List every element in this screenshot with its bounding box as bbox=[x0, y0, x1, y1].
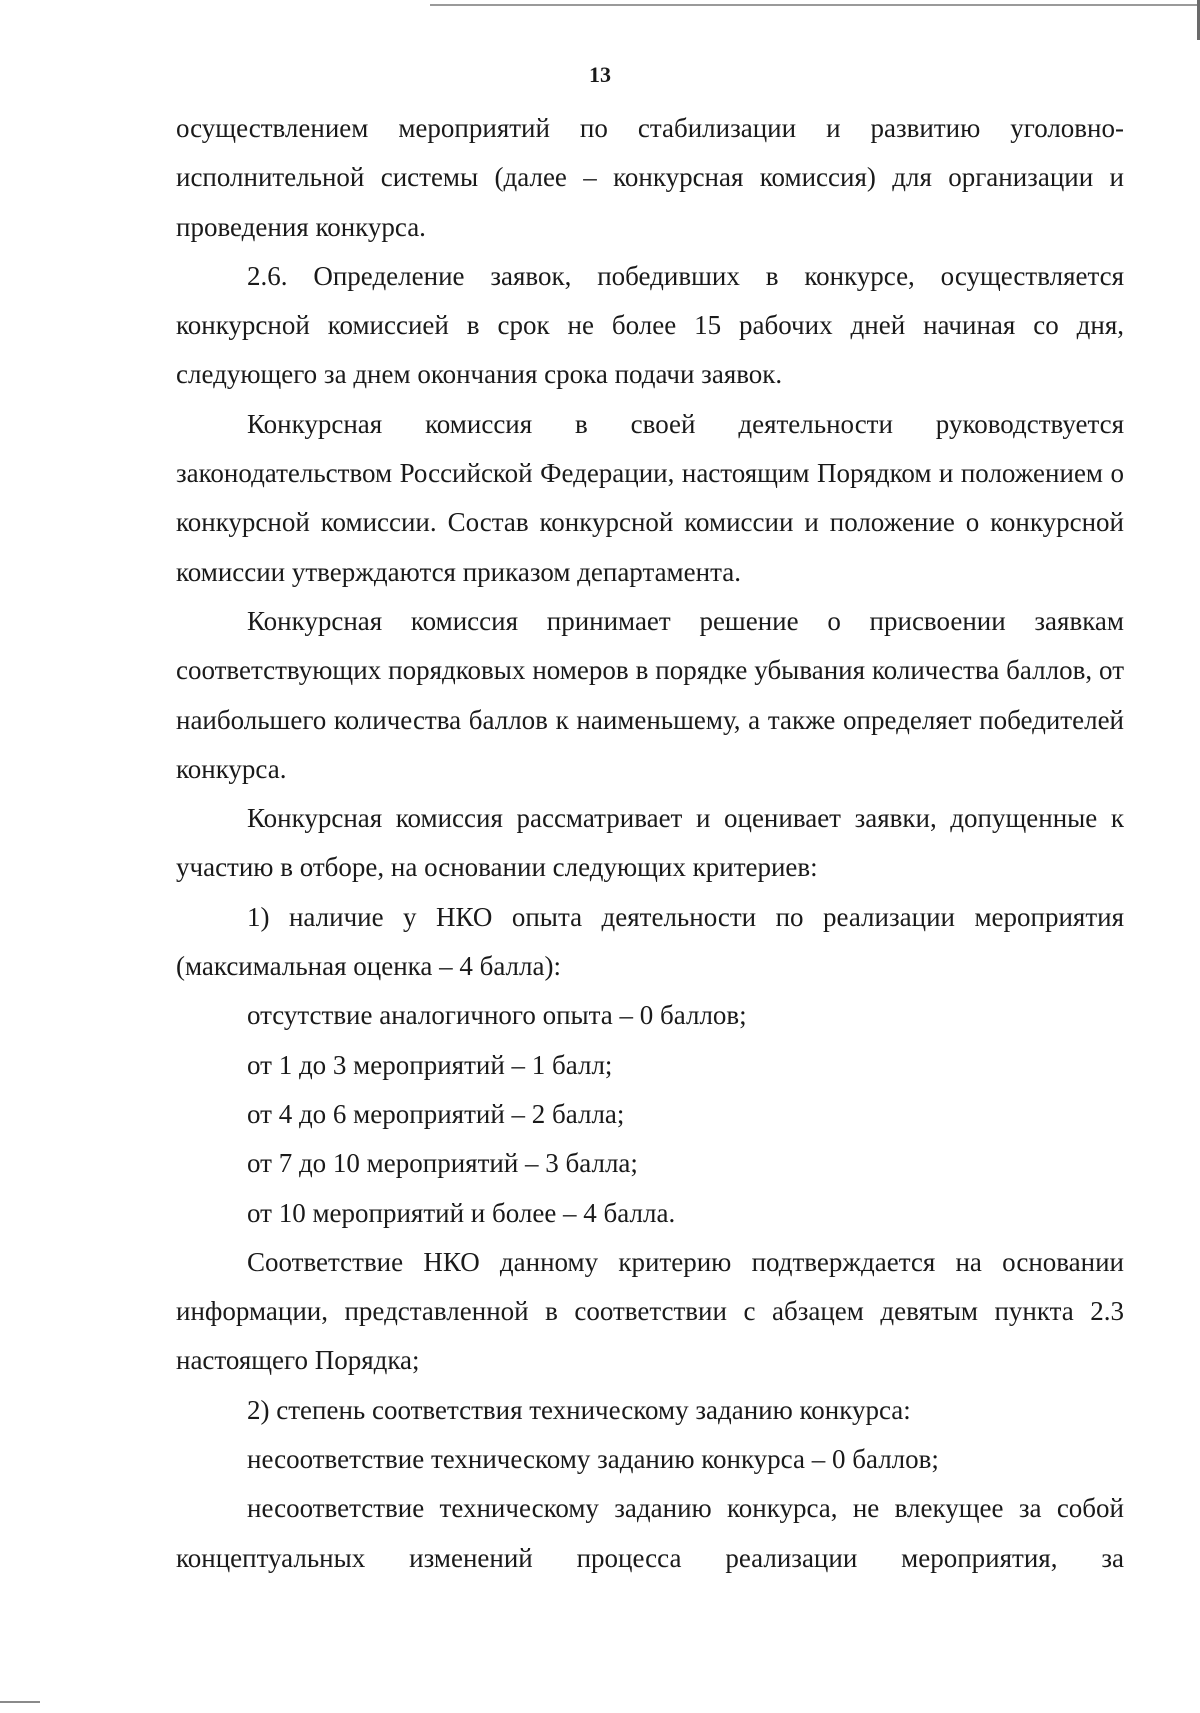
list-item: несоответствие техническому заданию конкурса – 0 баллов; bbox=[247, 1444, 939, 1475]
paragraph-commission-decision: Конкурсная комиссия принимает решение о присвоении заявкам соответствующих порядковых номеров в порядке убывания количества баллов, от наибольшего количества баллов к наименьшему, а также определяет победителей конкурса. bbox=[176, 605, 1124, 784]
paragraph-criterion-2: 2) степень соответствия техническому заданию конкурса: bbox=[247, 1394, 911, 1425]
paragraph-commission-guidance: Конкурсная комиссия в своей деятельности руководствуется законодательством Российской Федерации, настоящим Порядком и положением о конкурсной комиссии. Состав конкурсной комиссии и положение о конкурсной комиссии утверждаются приказом департамента. bbox=[176, 408, 1124, 587]
paragraph-continuation: осуществлением мероприятий по стабилизации и развитию уголовно-исполнительной системы (далее – конкурсная комиссия) для организации и проведения конкурса. bbox=[176, 113, 1124, 242]
document-body bbox=[176, 104, 1124, 1583]
paragraph-criterion-confirmation: Соответствие НКО данному критерию подтверждается на основании информации, представленной в соответствии с абзацем девятым пункта 2.3 настоящего Порядка; bbox=[176, 1246, 1124, 1376]
scan-artifact-top-line bbox=[430, 4, 1200, 6]
list-item: от 4 до 6 мероприятий – 2 балла; bbox=[247, 1098, 625, 1129]
list-item: от 10 мероприятий и более – 4 балла. bbox=[247, 1197, 676, 1228]
paragraph-evaluation-criteria: Конкурсная комиссия рассматривает и оценивает заявки, допущенные к участию в отборе, на основании следующих критериев: bbox=[176, 803, 1124, 883]
scan-artifact-bottom-left bbox=[0, 1701, 40, 1703]
list-item: несоответствие техническому заданию конкурса, не влекущее за собой концептуальных изменений процесса реализации мероприятия, за bbox=[176, 1493, 1124, 1573]
paragraph-criterion-1: 1) наличие у НКО опыта деятельности по реализации мероприятия (максимальная оценка – 4 балла): bbox=[176, 901, 1124, 982]
list-item: от 1 до 3 мероприятий – 1 балл; bbox=[247, 1049, 613, 1080]
paragraph-section-2-6: 2.6. Определение заявок, победивших в конкурсе, осуществляется конкурсной комиссией в срок не более 15 рабочих дней начиная со дня, следующего за днем окончания срока подачи заявок. bbox=[176, 260, 1124, 390]
list-item: отсутствие аналогичного опыта – 0 баллов; bbox=[247, 1000, 747, 1031]
list-item: от 7 до 10 мероприятий – 3 балла; bbox=[247, 1148, 638, 1179]
page-number: 13 bbox=[589, 62, 611, 87]
